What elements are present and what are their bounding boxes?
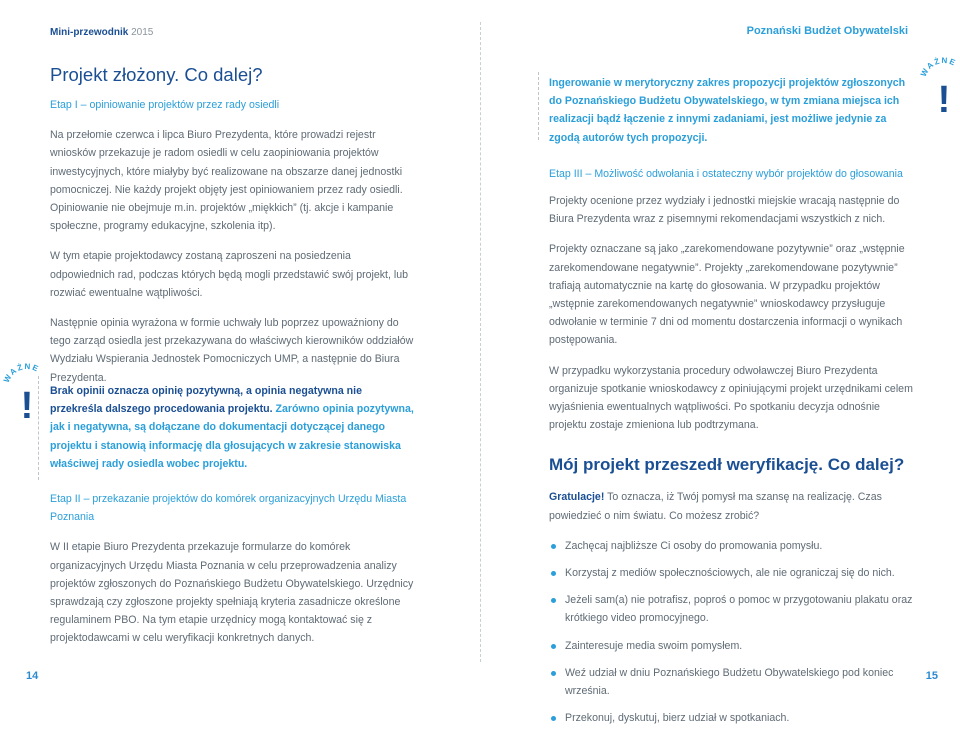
guide-year: 2015 xyxy=(131,27,154,38)
list-item: Weź udział w dniu Poznańskiego Budżetu Obywatelskiego pod koniec września. xyxy=(549,664,914,700)
stage2-heading: Etap II – przekazanie projektów do komórek organizacyjnych Urzędu Miasta Poznania xyxy=(50,493,407,524)
congrats-text: To oznacza, iż Twój pomysł ma szansę na realizację. Czas powiedzieć o nim światu. Co możesz zrobić? xyxy=(549,491,882,522)
important-box-left xyxy=(50,382,415,473)
stage1-paragraph-1: Na przełomie czerwca i lipca Biuro Prezydenta, które prowadzi rejestr wniosków przekazuje je radom osiedli w celu zaopiniowania projektów inwestycyjnych, które miałyby być realizowane na obszarze danej jednostki pomocniczej. Nie każdy projekt objęty jest opiniowaniem przez rady osiedli. Opiniowanie nie obejmuje m.in. projektów „miękkich” (tj. akcje i kampanie społeczne, programy edukacyjne, szkolenia itp). xyxy=(50,129,403,233)
guide-label xyxy=(50,27,153,38)
stage3-paragraph-3: W przypadku wykorzystania procedury odwoławczej Biuro Prezydenta organizuje spotkanie wnioskodawcy z opiniującymi projekt urzędnikami celem wyjaśnienia ewentualnych wątpliwości. Po spotkaniu decyzja odnośnie projektu zostaje zmieniona lub podtrzymana. xyxy=(549,364,913,432)
svg-text:WAŻNE xyxy=(919,56,958,78)
important-text-right: Ingerowanie w merytoryczny zakres propozycji projektów zgłoszonych do Poznańskiego Budżetu Obywatelskiego, w tym zmiana miejsca ich realizacji bądź łączenie z innymi zadaniami, jest możliwe jedynie za zgodą autorów tych propozycji. xyxy=(549,77,906,144)
stage3-paragraph-2: Projekty oznaczane są jako „zarekomendowane pozytywnie” oraz „wstępnie zarekomendowane negatywnie”. Projekty „zarekomendowane pozytywnie” trafiają automatycznie na kartę do głosowania. W przypadku projektów „wstępnie zarekomendowanych negatywnie” wnioskodawcy przysługuje odwołanie w terminie 7 dni od momentu dostarczenia informacji o wynikach postępowania. xyxy=(549,243,905,347)
badge-label: WAŻNE xyxy=(2,362,41,385)
page-title: Projekt złożony. Co dalej? xyxy=(50,64,263,85)
list-item: Korzystaj z mediów społecznościowych, ale nie ograniczaj się do nich. xyxy=(549,564,914,582)
list-item: Zachęcaj najbliższe Ci osoby do promowania pomysłu. xyxy=(549,537,914,555)
important-box-left-border xyxy=(38,376,39,480)
guide-name: Mini-przewodnik xyxy=(50,27,129,38)
page-divider xyxy=(480,22,481,662)
important-box-right-border xyxy=(538,72,539,140)
stage3-paragraph-1: Projekty ocenione przez wydziały i jednostki miejskie wracają następnie do Biura Prezydenta wraz z pisemnymi rekomendacjami wszystkich z nich. xyxy=(549,195,900,226)
important-text-1: Brak opinii oznacza opinię pozytywną, a opinia negatywna nie przekreśla dalszego procedowania projektu. xyxy=(50,385,362,416)
page-number-right: 15 xyxy=(925,670,938,682)
important-badge-left xyxy=(2,362,52,422)
list-item: Przekonuj, dyskutuj, bierz udział w spotkaniach. xyxy=(549,709,914,727)
section-title-verified: Mój projekt przeszedł weryfikację. Co dalej? xyxy=(549,455,905,475)
list-item: Jeżeli sam(a) nie potrafisz, poproś o pomoc w przygotowaniu plakatu oraz krótkiego video promocyjnego. xyxy=(549,591,914,627)
stage3-heading: Etap III – Możliwość odwołania i ostateczny wybór projektów do głosowania xyxy=(549,167,903,180)
stage1-paragraph-2: W tym etapie projektodawcy zostaną zaproszeni na posiedzenia odpowiednich rad, podczas których będą mogli przedstawić swój projekt, lub rozwiać ewentualne wątpliwości. xyxy=(50,250,409,299)
left-column-stage2 xyxy=(50,490,415,660)
left-column xyxy=(50,64,415,399)
exclamation-icon: ! xyxy=(20,385,34,422)
important-text-2: Zarówno opinia pozytywna, jak i negatywna, są dołączane do dokumentacji dotyczącej danego projektu i stanowią informację dla głosujących w zakresie stanowiska właściwej rady osiedla wobec projektu. xyxy=(50,403,414,470)
congrats-label: Gratulacje! xyxy=(549,491,605,504)
list-item: Zainteresuje media swoim pomysłem. xyxy=(549,637,914,655)
page-number-left: 14 xyxy=(26,670,39,682)
exclamation-icon: ! xyxy=(937,79,951,116)
stage1-paragraph-3: Następnie opinia wyrażona w formie uchwały lub poprzez upoważniony do tego zarząd osiedla jest przekazywana do właściwych kierowników oddziałów Wydziału Wspierania Jednostek Pomocniczych UMP, a następnie do Biura Prezydenta. xyxy=(50,317,414,384)
stage2-paragraph: W II etapie Biuro Prezydenta przekazuje formularze do komórek organizacyjnych Urzędu Miasta Poznania w celu przeprowadzenia analizy projektów zgłoszonych do Poznańskiego Budżetu Obywatelskiego. Urzędnicy sprawdzają czy zgłoszone projekty spełniają kryteria zasadnicze określone regulaminem PBO. Na tym etapie urzędnicy mogą kontaktować się z projektodawcami w celu weryfikacji konkretnych danych. xyxy=(50,541,414,645)
brand-name: Poznański Budżet Obywatelski xyxy=(746,25,908,37)
badge-label: WAŻNE xyxy=(919,56,958,79)
stage1-heading: Etap I – opiniowanie projektów przez rady osiedli xyxy=(50,99,280,111)
important-badge-right xyxy=(919,56,960,116)
promotion-tips-list xyxy=(549,537,914,728)
svg-text:WAŻNE xyxy=(2,362,41,384)
right-column xyxy=(549,74,914,736)
